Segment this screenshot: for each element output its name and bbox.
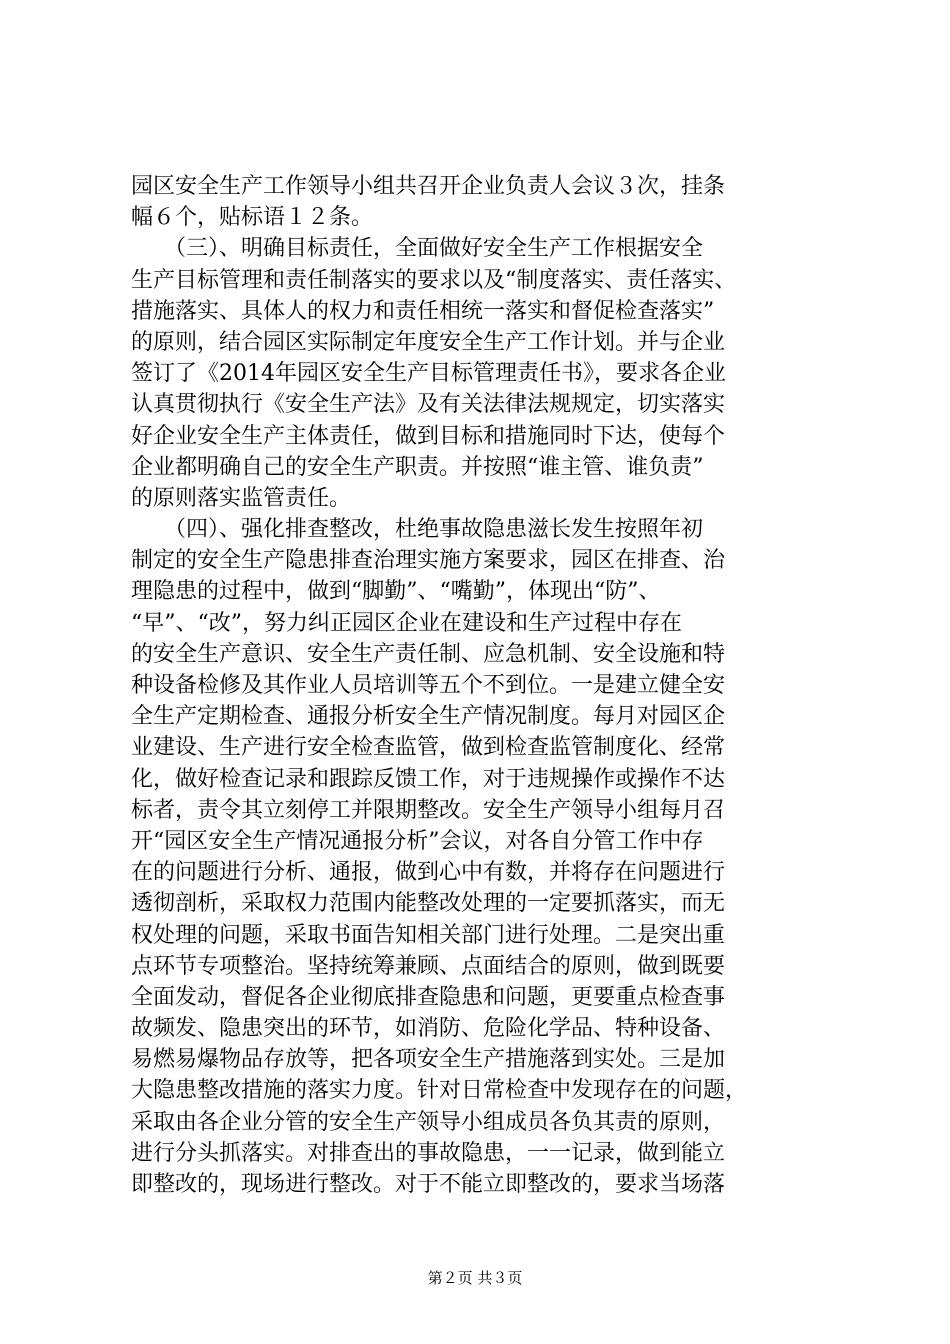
page-number-footer: 第２页 共３页: [427, 1269, 523, 1287]
text-line: 化，做好检查记录和跟踪反馈工作，对于违规操作或操作不达: [131, 766, 726, 792]
text-line: 即整改的，现场进行整改。对于不能立即整改的，要求当场落: [131, 1172, 726, 1197]
text-line: 大隐患整改措施的落实力度。针对日常检查中发现存在的问题，: [131, 1078, 748, 1104]
text-line: 权处理的问题，采取书面告知相关部门进行处理。二是突出重: [131, 922, 726, 948]
text-line: 签订了《2014年园区安全生产目标管理责任书》，要求各企业: [131, 361, 726, 387]
text-line: 的原则落实监管责任。: [131, 485, 352, 511]
text-line: 易燃易爆物品存放等，把各项安全生产措施落到实处。三是加: [131, 1047, 726, 1073]
text-line: 的安全生产意识、安全生产责任制、应急机制、安全设施和特: [131, 641, 726, 667]
text-line: 生产目标管理和责任制落实的要求以及“制度落实、责任落实、: [131, 267, 737, 293]
text-line: 透彻剖析，采取权力范围内能整改处理的一定要抓落实，而无: [131, 891, 726, 917]
text-line: 种设备检修及其作业人员培训等五个不到位。一是建立健全安: [131, 673, 726, 698]
text-line: 制定的安全生产隐患排查治理实施方案要求，园区在排查、治: [131, 548, 726, 574]
text-line: 在的问题进行分析、通报，做到心中有数，并将存在问题进行: [131, 860, 726, 886]
text-line: 开“园区安全生产情况通报分析”会议，对各自分管工作中存: [131, 828, 704, 854]
text-line: 理隐患的过程中，做到“脚勤”、“嘴勤”，体现出“防”、: [131, 579, 661, 605]
text-line: 的原则，结合园区实际制定年度安全生产工作计划。并与企业: [131, 329, 726, 355]
document-body: [131, 171, 831, 1200]
text-line: 全面发动，督促各企业彻底排查隐患和问题，更要重点检查事: [131, 984, 726, 1010]
text-line: 全生产定期检查、通报分析安全生产情况制度。每月对园区企: [131, 704, 726, 730]
text-line: 采取由各企业分管的安全生产领导小组成员各负其责的原则，: [131, 1109, 726, 1135]
text-line: （三）、明确目标责任，全面做好安全生产工作根据安全: [131, 236, 704, 262]
text-line: 企业都明确自己的安全生产职责。并按照“谁主管、谁负责”: [131, 454, 704, 480]
text-line: 措施落实、具体人的权力和责任相统一落实和督促检查落实”: [131, 298, 715, 324]
text-line: 进行分头抓落实。对排查出的事故隐患，一一记录，做到能立: [131, 1140, 726, 1166]
text-line: 点环节专项整治。坚持统筹兼顾、点面结合的原则，做到既要: [131, 953, 726, 979]
text-line: 园区安全生产工作领导小组共召开企业负责人会议３次，挂条: [131, 174, 726, 199]
text-line: 业建设、生产进行安全检查监管，做到检查监管制度化、经常: [131, 735, 726, 761]
text-line: 标者，责令其立刻停工并限期整改。安全生产领导小组每月召: [131, 797, 726, 823]
text-line: 故频发、隐患突出的环节，如消防、危险化学品、特种设备、: [131, 1016, 726, 1042]
text-line: 好企业安全生产主体责任，做到目标和措施同时下达，使每个: [131, 423, 726, 449]
text-line: 认真贯彻执行《安全生产法》及有关法律法规规定，切实落实: [131, 392, 726, 418]
text-line: “早”、“改”，努力纠正园区企业在建设和生产过程中存在: [131, 610, 682, 636]
text-line: 幅６个，贴标语１２条。: [131, 205, 374, 231]
text-line: （四）、强化排查整改，杜绝事故隐患滋长发生按照年初: [131, 517, 704, 543]
